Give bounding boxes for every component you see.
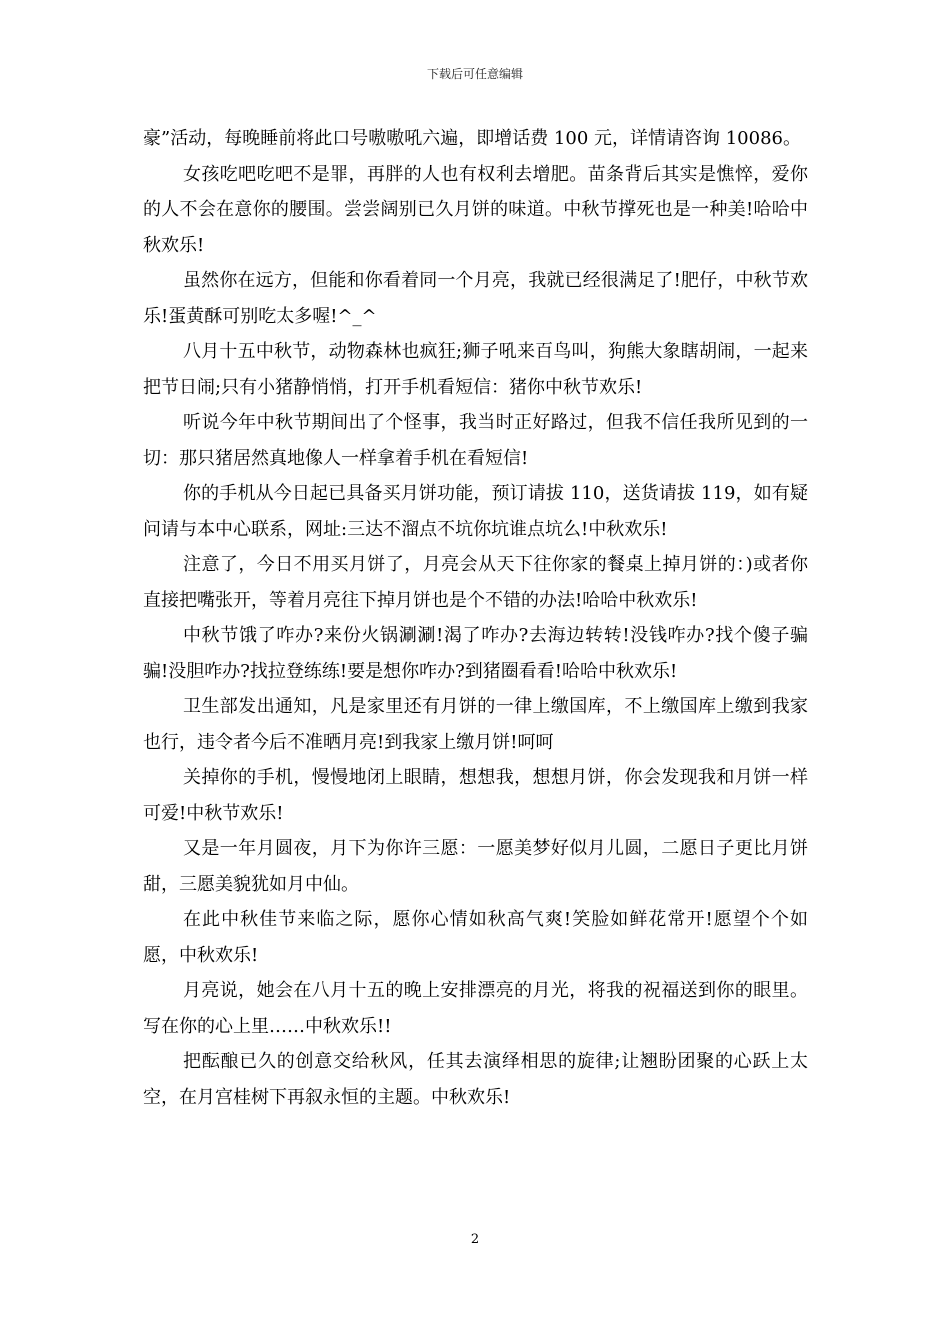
paragraph: 你的手机从今日起已具备买月饼功能，预订请拔 110，送货请拔 119，如有疑问请与本中心联系，网址:三达不溜点不坑你坑谁点坑么!中秋欢乐! <box>143 483 808 540</box>
paragraph: 中秋节饿了咋办?来份火锅涮涮!渴了咋办?去海边转转!没钱咋办?找个傻子骗骗!没胆咋办?找拉登练练!要是想你咋办?到猪圈看看!哈哈中秋欢乐! <box>143 625 808 682</box>
page-number: 2 <box>470 1232 480 1247</box>
paragraph: 月亮说，她会在八月十五的晚上安排漂亮的月光，将我的祝福送到你的眼里。写在你的心上里……中秋欢乐!! <box>143 980 808 1037</box>
paragraph: 注意了，今日不用买月饼了，月亮会从天下往你家的餐桌上掉月饼的：)或者你直接把嘴张开，等着月亮往下掉月饼也是个不错的办法!哈哈中秋欢乐! <box>143 554 808 611</box>
paragraph: 女孩吃吧吃吧不是罪，再胖的人也有权利去增肥。苗条背后其实是憔悴，爱你的人不会在意你的腰围。尝尝阔别已久月饼的味道。中秋节撑死也是一种美!哈哈中秋欢乐! <box>143 163 808 256</box>
paragraph: 卫生部发出通知，凡是家里还有月饼的一律上缴国库，不上缴国库上缴到我家也行，违令者今后不准晒月亮!到我家上缴月饼!呵呵 <box>143 696 808 753</box>
paragraph: 把酝酿已久的创意交给秋风，任其去演绎相思的旋律;让翘盼团聚的心跃上太空，在月宫桂树下再叙永恒的主题。中秋欢乐! <box>143 1051 808 1108</box>
paragraph: 又是一年月圆夜，月下为你许三愿：一愿美梦好似月儿圆，二愿日子更比月饼甜，三愿美貌犹如月中仙。 <box>143 838 808 895</box>
paragraph: 虽然你在远方，但能和你看着同一个月亮，我就已经很满足了!肥仔，中秋节欢乐!蛋黄酥可别吃太多喔!^_^ <box>143 270 808 327</box>
paragraph: 听说今年中秋节期间出了个怪事，我当时正好路过，但我不信任我所见到的一切：那只猪居然真地像人一样拿着手机在看短信! <box>143 412 808 469</box>
paragraph: 豪”活动，每晚睡前将此口号嗷嗷吼六遍，即增话费 100 元，详情请咨询 10086。 <box>143 128 801 149</box>
page-header: 下载后可任意编辑 <box>426 67 523 81</box>
paragraph: 在此中秋佳节来临之际，愿你心情如秋高气爽!笑脸如鲜花常开!愿望个个如愿，中秋欢乐! <box>143 909 808 966</box>
document-body <box>143 121 808 1115</box>
paragraph: 八月十五中秋节，动物森林也疯狂;狮子吼来百鸟叫，狗熊大象瞎胡闹，一起来把节日闹;只有小猪静悄悄，打开手机看短信：猪你中秋节欢乐! <box>143 341 808 398</box>
paragraph: 关掉你的手机，慢慢地闭上眼睛，想想我，想想月饼，你会发现我和月饼一样可爱!中秋节欢乐! <box>143 767 808 824</box>
